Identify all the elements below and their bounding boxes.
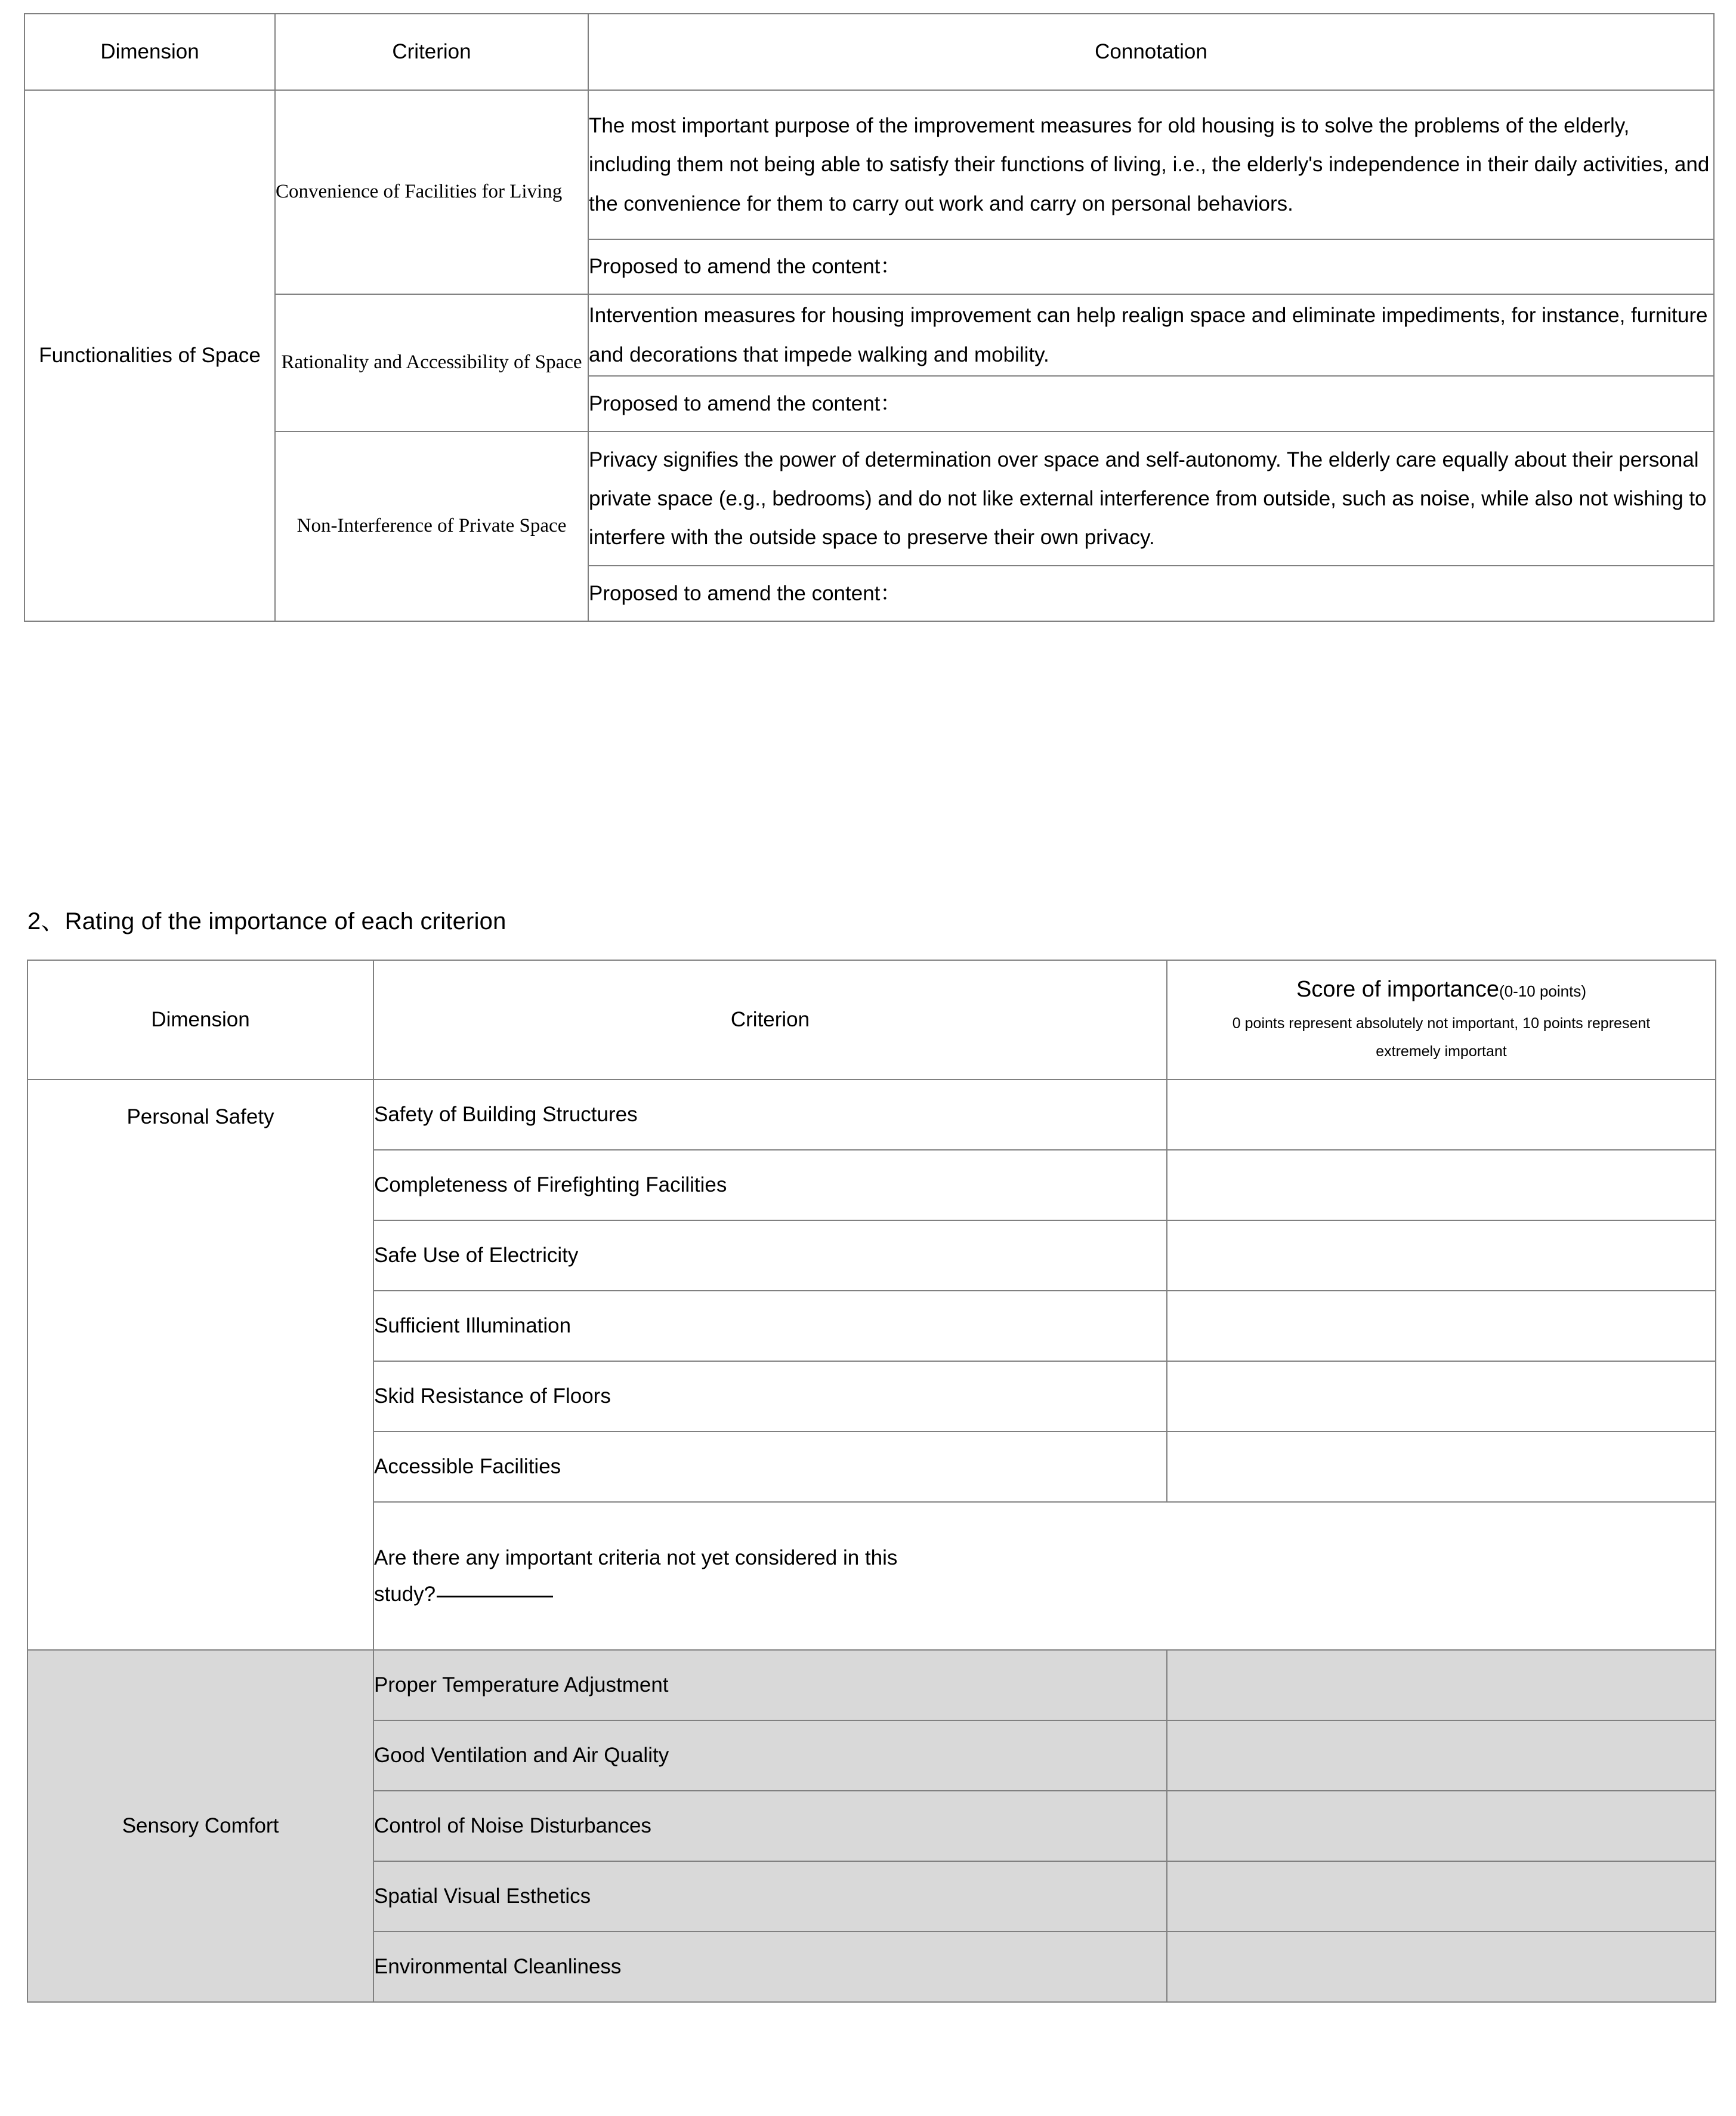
- table-row: [24, 431, 1714, 566]
- criterion-environmental-cleanliness: Environmental Cleanliness: [373, 1932, 1167, 2002]
- score-input-proper-temperature-adjustment[interactable]: [1167, 1650, 1716, 1720]
- score-header-range: (0-10 points): [1499, 982, 1587, 1001]
- connotation-non-interference-of-private-space: Privacy signifies the power of determination over space and self-autonomy. The elderly care equally about their personal private space (e.g., bedrooms) and do not like external interference from outside, such as noise, while also not wishing to interfere with the outside space to preserve their own privacy.: [588, 431, 1714, 566]
- table-row: [27, 1650, 1716, 1720]
- table-row: [27, 1079, 1716, 1150]
- connotation-table: [24, 13, 1715, 622]
- score-header-explanation-line1: 0 points represent absolutely not important, 10 points represent: [1232, 1015, 1651, 1032]
- score-header-title-line: [1167, 974, 1715, 1005]
- score-input-completeness-of-firefighting-facilities[interactable]: [1167, 1150, 1716, 1220]
- criterion-skid-resistance-of-floors: Skid Resistance of Floors: [373, 1361, 1167, 1432]
- score-input-environmental-cleanliness[interactable]: [1167, 1932, 1716, 2002]
- connotation-rationality-and-accessibility-of-space: Intervention measures for housing improvement can help realign space and eliminate impediments, for instance, furniture and decorations that impede walking and mobility.: [588, 294, 1714, 376]
- criterion-proper-temperature-adjustment: Proper Temperature Adjustment: [373, 1650, 1167, 1720]
- criterion-safe-use-of-electricity: Safe Use of Electricity: [373, 1220, 1167, 1291]
- connotation-convenience-of-facilities-for-living: The most important purpose of the improvement measures for old housing is to solve the problems of the elderly, including them not being able to satisfy their functions of living, i.e., the elderly's independence in their daily activities, and the convenience for them to carry out work and carry on personal behaviors.: [588, 90, 1714, 239]
- amend-field-rationality[interactable]: Proposed to amend the content：: [588, 376, 1714, 431]
- dimension-functionalities-of-space: Functionalities of Space: [24, 90, 275, 621]
- table-header-row: [27, 960, 1716, 1079]
- dimension-sensory-comfort: Sensory Comfort: [27, 1650, 373, 2002]
- criterion-good-ventilation-and-air-quality: Good Ventilation and Air Quality: [373, 1720, 1167, 1791]
- criterion-safety-of-building-structures: Safety of Building Structures: [373, 1079, 1167, 1150]
- criterion-sufficient-illumination: Sufficient Illumination: [373, 1291, 1167, 1361]
- column-header-score-of-importance: [1167, 960, 1716, 1079]
- open-question-blank-line[interactable]: [437, 1596, 553, 1597]
- column-header-criterion: Criterion: [373, 960, 1167, 1079]
- score-input-good-ventilation-and-air-quality[interactable]: [1167, 1720, 1716, 1791]
- score-header-explanation: [1167, 1010, 1715, 1065]
- criterion-rationality-and-accessibility-of-space: Rationality and Accessibility of Space: [275, 294, 588, 431]
- open-question-additional-criteria[interactable]: [373, 1502, 1716, 1650]
- criterion-convenience-of-facilities-for-living: Convenience of Facilities for Living: [275, 90, 588, 294]
- column-header-criterion: Criterion: [275, 14, 588, 90]
- score-header-explanation-line2: extremely important: [1376, 1042, 1507, 1060]
- rating-table: [27, 960, 1716, 2003]
- open-question-line1: Are there any important criteria not yet considered in this: [374, 1546, 898, 1569]
- score-input-sufficient-illumination[interactable]: [1167, 1291, 1716, 1361]
- amend-field-non-interference[interactable]: Proposed to amend the content：: [588, 566, 1714, 621]
- criterion-completeness-of-firefighting-facilities: Completeness of Firefighting Facilities: [373, 1150, 1167, 1220]
- criterion-control-of-noise-disturbances: Control of Noise Disturbances: [373, 1791, 1167, 1861]
- score-input-safety-of-building-structures[interactable]: [1167, 1079, 1716, 1150]
- score-input-spatial-visual-esthetics[interactable]: [1167, 1861, 1716, 1932]
- dimension-personal-safety: Personal Safety: [27, 1079, 373, 1650]
- criterion-non-interference-of-private-space: Non-Interference of Private Space: [275, 431, 588, 621]
- score-input-control-of-noise-disturbances[interactable]: [1167, 1791, 1716, 1861]
- score-input-skid-resistance-of-floors[interactable]: [1167, 1361, 1716, 1432]
- table-row: [24, 294, 1714, 376]
- table-header-row: [24, 14, 1714, 90]
- table-row: [24, 90, 1714, 239]
- score-header-title: Score of importance: [1296, 977, 1500, 1003]
- column-header-dimension: Dimension: [24, 14, 275, 90]
- column-header-connotation: Connotation: [588, 14, 1714, 90]
- amend-field-convenience[interactable]: Proposed to amend the content：: [588, 239, 1714, 294]
- open-question-line2: [374, 1576, 1715, 1612]
- criterion-accessible-facilities: Accessible Facilities: [373, 1432, 1167, 1502]
- section-heading-rating: 2、Rating of the importance of each criterion: [27, 908, 506, 934]
- column-header-dimension: Dimension: [27, 960, 373, 1079]
- criterion-spatial-visual-esthetics: Spatial Visual Esthetics: [373, 1861, 1167, 1932]
- score-input-safe-use-of-electricity[interactable]: [1167, 1220, 1716, 1291]
- open-question-prompt: study?: [374, 1583, 436, 1606]
- score-input-accessible-facilities[interactable]: [1167, 1432, 1716, 1502]
